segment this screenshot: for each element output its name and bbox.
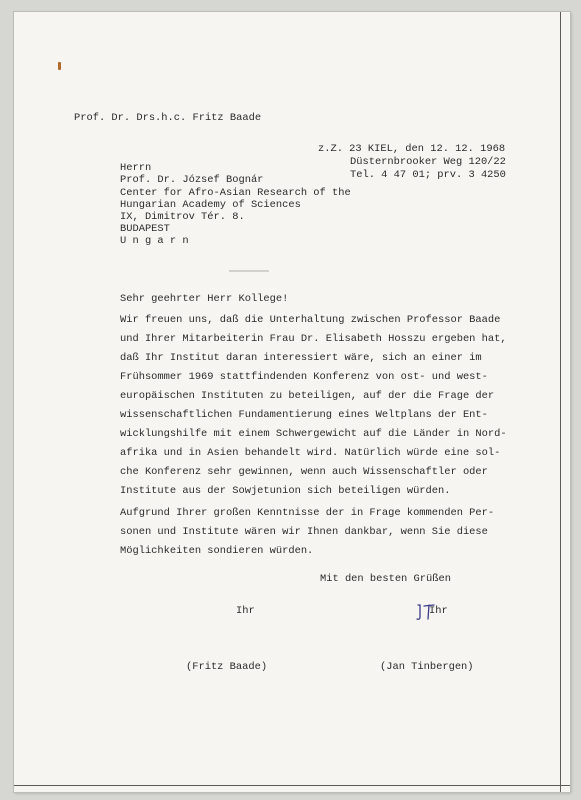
signature-ihr-left: Ihr [236,605,255,617]
body-line: Frühsommer 1969 stattfindenden Konferenz von ost- und west- [120,371,488,383]
recipient-line: Hungarian Academy of Sciences [120,199,301,211]
body-line: und Ihrer Mitarbeiterin Frau Dr. Elisabeth Hosszu ergeben hat, [120,333,507,345]
recipient-line: IX, Dimitrov Tér. 8. [120,211,245,223]
sender-header: Prof. Dr. Drs.h.c. Fritz Baade [74,112,262,124]
body-line: sonen und Institute wären wir Ihnen dankbar, wenn Sie diese [120,526,488,538]
letter-page [14,12,570,792]
recipient-line: Prof. Dr. József Bognár [120,174,264,186]
salutation: Sehr geehrter Herr Kollege! [120,293,289,305]
recipient-line: Herrn [120,162,152,174]
body-line: che Konferenz sehr gewinnen, wenn auch Wissenschaftler oder [120,466,488,478]
body-line: Aufgrund Ihrer großen Kenntnisse der in Frage kommenden Per- [120,507,495,519]
recipient-line: U n g a r n [120,235,189,247]
recipient-line: BUDAPEST [120,223,170,235]
body-line: europäischen Instituten zu beteiligen, auf der die Frage der [120,390,495,402]
phone-line: Tel. 4 47 01; prv. 3 4250 [350,169,506,181]
body-line: wicklungshilfe mit einem Schwergewicht auf die Länder in Nord- [120,428,507,440]
body-line: daß Ihr Institut daran interessiert wäre, sich an einer im [120,352,482,364]
body-line: afrika und in Asien behandelt wird. Natürlich würde eine sol- [120,447,501,459]
address-line: Düsternbrooker Weg 120/22 [350,156,506,168]
signatory-name-right: (Jan Tinbergen) [380,661,474,673]
ink-smudge [229,270,269,272]
signatory-name-left: (Fritz Baade) [186,661,268,673]
body-line: Wir freuen uns, daß die Unterhaltung zwischen Professor Baade [120,314,501,326]
body-line: wissenschaftlichen Fundamentierung eines Weltplans der Ent- [120,409,488,421]
place-date-line: z.Z. 23 KIEL, den 12. 12. 1968 [318,143,506,155]
body-line: Institute aus der Sowjetunion sich beteiligen würden. [120,485,451,497]
handwritten-initials-signature [414,602,440,622]
closing: Mit den besten Grüßen [320,573,451,585]
recipient-line: Center for Afro-Asian Research of the [120,187,351,199]
right-margin-line [560,12,561,792]
body-line: Möglichkeiten sondieren würden. [120,545,314,557]
bottom-margin-line [14,785,570,786]
signature-ihr-right: Ihr [429,605,448,617]
staple-mark [58,62,61,70]
